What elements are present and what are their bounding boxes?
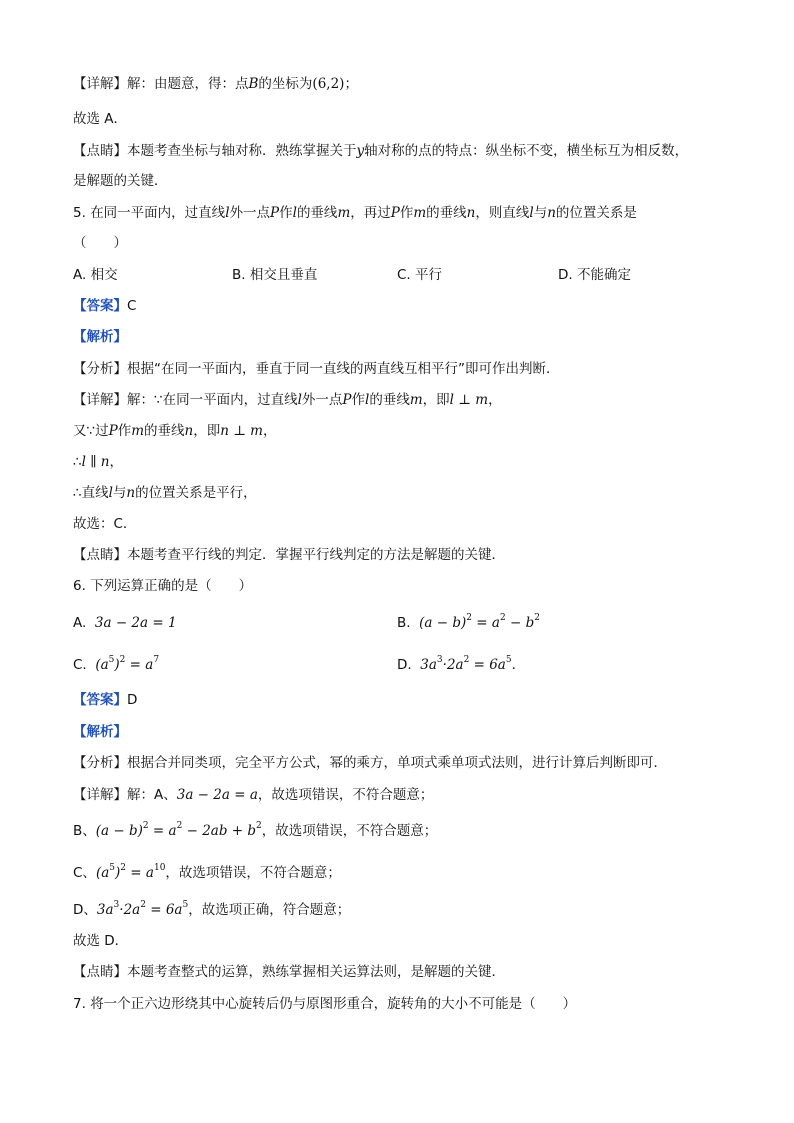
text: 与: [533, 205, 548, 221]
option-label: A.: [73, 615, 87, 631]
q5-stem: [73, 204, 637, 222]
option-b: [397, 614, 540, 632]
math-var: m: [337, 205, 351, 221]
math-part: = 6a: [145, 902, 183, 918]
option-a: [73, 614, 177, 632]
math-expr: (6,2): [312, 76, 345, 92]
q5-detail-4: [73, 484, 257, 502]
answer-value: D: [127, 692, 138, 708]
text: 与: [112, 485, 127, 501]
detail-tag: 【详解】: [73, 76, 127, 92]
analysis-tag: 【解析】: [73, 724, 127, 740]
detail-tag: 【详解】: [73, 787, 127, 803]
math-expr: [96, 865, 165, 881]
math-var: n: [126, 485, 136, 501]
q7-stem: [73, 995, 576, 1013]
q5-paren: （ ）: [73, 235, 127, 251]
math-part: (a: [95, 865, 110, 881]
fenxi-tag: 【分析】: [73, 755, 127, 771]
q4-detail-line: [73, 75, 358, 93]
exponent: 2: [499, 613, 506, 623]
math-part: (a − b): [419, 615, 467, 631]
math-var: P: [270, 205, 280, 221]
text: 解：∵在同一平面内，过直线: [127, 392, 298, 408]
math-expr: 3a − 2a = a: [176, 787, 258, 803]
text: ，: [262, 423, 277, 439]
q6-detail-c: [73, 864, 341, 882]
exponent: 2: [120, 863, 127, 873]
text: 外一点: [229, 205, 271, 221]
text: 根据“在同一平面内，垂直于同一直线的两直线互相平行”即可作出判断．: [127, 361, 560, 377]
option-label: C.: [73, 657, 87, 673]
exponent: 3: [113, 900, 120, 910]
text: ，故选项错误，不符合题意；: [261, 823, 438, 839]
analysis-tag: 【解析】: [73, 329, 127, 345]
math-var: m: [409, 392, 423, 408]
text: 解：A、: [127, 787, 177, 803]
text: 的位置关系是: [555, 205, 637, 221]
math-expr: [96, 823, 262, 839]
math-part: − b: [505, 615, 535, 631]
math-part: ·2a: [119, 902, 141, 918]
math-part: (a: [95, 657, 109, 673]
math-part: − 2ab + b: [182, 823, 257, 839]
review-tag: 【点睛】: [73, 964, 127, 980]
q5-analysis-tag: [73, 328, 127, 346]
text: 作: [279, 205, 293, 221]
answer-tag: 【答案】: [73, 692, 127, 708]
text: ∴: [73, 454, 82, 470]
q6-analysis-tag: [73, 723, 127, 741]
exponent: 2: [119, 655, 126, 665]
math-part: = a: [148, 823, 177, 839]
exponent: 2: [466, 613, 473, 623]
text: 的垂线: [296, 205, 338, 221]
math-var: P: [342, 392, 352, 408]
math-var: P: [390, 205, 400, 221]
exponent: 5: [505, 655, 512, 665]
exponent: 5: [108, 655, 115, 665]
text: 本题考查平行线的判定．掌握平行线判定的方法是解题的关键．: [127, 547, 505, 563]
option-label: B.: [397, 615, 411, 631]
math-part: ): [115, 865, 121, 881]
math-var: m: [413, 205, 427, 221]
math-var: B: [248, 76, 259, 92]
q6-detail-b: [73, 822, 437, 840]
exponent: 10: [153, 863, 166, 873]
math-var: l: [108, 485, 113, 501]
text: 下列运算正确的是（ ）: [90, 578, 253, 594]
text: ，即: [422, 392, 450, 408]
math-var: l: [292, 205, 297, 221]
text: 又∵过: [73, 423, 109, 439]
math-part: = a: [126, 865, 154, 881]
exponent: 3: [436, 655, 443, 665]
option-a: A. 相交: [73, 267, 118, 283]
exponent: 7: [153, 655, 160, 665]
exponent: 5: [109, 863, 115, 873]
q6-options-row-1: [73, 614, 733, 634]
q4-review-line-1: [73, 142, 688, 160]
q5-choose: 故选：C．: [73, 516, 137, 532]
q6-detail-a: [73, 786, 433, 804]
q5-detail-3: [73, 453, 123, 471]
q4-review-line-2: 是解题的关键．: [73, 173, 168, 189]
math-part: ·2a: [442, 657, 464, 673]
text: 的垂线: [426, 205, 467, 221]
question-number: 5.: [73, 205, 86, 221]
text: 本题考查整式的运算，熟练掌握相关运算法则，是解题的关键．: [127, 964, 505, 980]
math-expr: 3a − 2a = 1: [94, 615, 177, 631]
q6-answer: [73, 691, 137, 709]
math-expr: l ∥ n: [81, 454, 110, 470]
text: 外一点: [301, 392, 343, 408]
text: 的垂线: [369, 392, 410, 408]
math-var: n: [547, 205, 556, 221]
text: ；: [344, 76, 358, 92]
q6-stem: [73, 577, 252, 595]
text: ∴直线: [73, 485, 109, 501]
math-var: l: [225, 205, 230, 221]
detail-tag: 【详解】: [73, 392, 127, 408]
text: ，则直线: [475, 205, 530, 221]
q6-choose: 故选 D．: [73, 933, 129, 949]
option-label: D.: [397, 657, 412, 673]
math-var: P: [108, 423, 118, 439]
math-part: (a − b): [95, 823, 143, 839]
q6-fenxi: [73, 754, 667, 772]
math-expr: [97, 902, 188, 918]
review-tag: 【点睛】: [73, 547, 127, 563]
math-var: n: [184, 423, 194, 439]
text: C、: [73, 865, 96, 881]
math-var: y: [356, 143, 365, 159]
math-expr: [419, 615, 540, 631]
text: B、: [73, 823, 96, 839]
q6-options-row-2: [73, 656, 733, 676]
text: D、: [73, 902, 97, 918]
review-tag: 【点睛】: [73, 143, 127, 159]
math-expr: l ⊥ m: [449, 392, 489, 408]
q5-answer: [73, 297, 136, 315]
text: 的垂线: [144, 423, 185, 439]
math-expr: [95, 657, 159, 673]
math-part: = 6a: [469, 657, 506, 673]
exponent: 2: [256, 821, 262, 831]
exponent: 2: [534, 613, 540, 623]
q5-detail-1: [73, 391, 502, 409]
math-expr: [420, 657, 511, 673]
exponent: 2: [142, 821, 149, 831]
text: 的坐标为: [258, 76, 313, 92]
question-number: 7.: [73, 996, 86, 1012]
text: 作: [399, 205, 414, 221]
text: ，即: [193, 423, 221, 439]
text: ．: [511, 657, 526, 673]
math-part: 3a: [420, 657, 437, 673]
math-var: l: [529, 205, 534, 221]
option-d: D. 不能确定: [558, 267, 631, 283]
fenxi-tag: 【分析】: [73, 361, 127, 377]
math-part: = a: [125, 657, 154, 673]
math-part: ): [114, 657, 120, 673]
answer-tag: 【答案】: [73, 298, 127, 314]
text: 根据合并同类项，完全平方公式，幂的乘方，单项式乘单项式法则，进行计算后判断即可．: [127, 755, 667, 771]
text: ，故选项错误，不符合题意；: [165, 865, 341, 881]
answer-value: C: [127, 298, 137, 314]
q6-review: [73, 963, 505, 981]
option-b: B. 相交且垂直: [232, 267, 318, 283]
text: 的位置关系是平行，: [135, 485, 257, 501]
text: 在同一平面内，过直线: [90, 205, 226, 221]
math-expr: n ⊥ m: [220, 423, 263, 439]
text: ，: [109, 454, 123, 470]
math-part: 3a: [96, 902, 114, 918]
text: 解：由题意，得：点: [127, 76, 249, 92]
math-var: l: [297, 392, 302, 408]
q6-detail-d: [73, 901, 350, 919]
q5-options: [73, 266, 733, 284]
text: ，再过: [350, 205, 391, 221]
exponent: 5: [182, 900, 189, 910]
exponent: 2: [176, 821, 183, 831]
text: ，故选项正确，符合题意；: [188, 902, 351, 918]
text: 轴对称的点的特点：纵坐标不变，横坐标互为相反数，: [364, 143, 689, 159]
text: 作: [117, 423, 132, 439]
text: ，故选项错误，不符合题意；: [257, 787, 434, 803]
option-c: C. 平行: [397, 267, 443, 283]
q5-review: [73, 546, 505, 564]
option-d: [397, 656, 525, 674]
q5-detail-2: [73, 422, 276, 440]
math-var: l: [365, 392, 370, 408]
q5-fenxi: [73, 360, 560, 378]
question-number: 6.: [73, 578, 86, 594]
text: 作: [351, 392, 366, 408]
math-var: m: [131, 423, 144, 439]
q4-choose-line: 故选 A．: [73, 111, 128, 127]
exponent: 2: [140, 900, 146, 910]
math-part: = a: [472, 615, 500, 631]
option-c: [73, 656, 159, 674]
math-var: n: [466, 205, 476, 221]
exponent: 2: [463, 655, 470, 665]
text: ，: [488, 392, 502, 408]
text: 将一个正六边形绕其中心旋转后仍与原图形重合，旋转角的大小不可能是（ ）: [90, 996, 577, 1012]
text: 本题考查坐标与轴对称．熟练掌握关于: [127, 143, 357, 159]
